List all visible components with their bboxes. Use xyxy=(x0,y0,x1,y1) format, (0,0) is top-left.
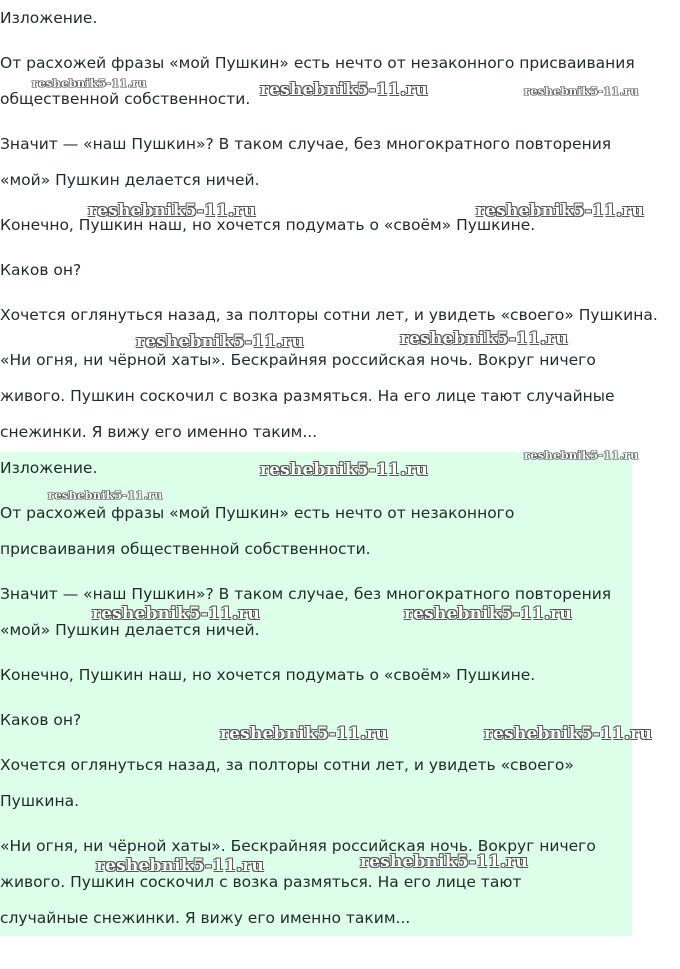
watermark: reshebnik5-11.ru xyxy=(92,604,260,624)
text-line: Конечно, Пушкин наш, но хочется подумать о «своём» Пушкине. xyxy=(0,216,536,234)
watermark: reshebnik5-11.ru xyxy=(260,460,428,480)
text-line: Хочется оглянуться назад, за полторы сотни лет, и увидеть «своего» xyxy=(0,756,574,774)
watermark: reshebnik5-11.ru xyxy=(404,604,572,624)
watermark: reshebnik5-11.ru xyxy=(476,201,644,221)
text-line: общественной собственности. xyxy=(0,90,251,108)
text-block-highlighted xyxy=(0,452,632,936)
watermark: reshebnik5-11.ru xyxy=(524,84,639,98)
text-line: Значит — «наш Пушкин»? В таком случае, без многократного повторения xyxy=(0,135,612,153)
watermark: reshebnik5-11.ru xyxy=(220,724,388,744)
text-line: Значит — «наш Пушкин»? В таком случае, без многократного повторения xyxy=(0,585,612,603)
text-block-original xyxy=(0,0,680,452)
text-line: Пушкина. xyxy=(0,792,80,810)
text-line: Хочется оглянуться назад, за полторы сотни лет, и увидеть «своего» Пушкина. xyxy=(0,306,658,324)
text-line: живого. Пушкин соскочил с возка размяться. На его лице тают xyxy=(0,873,522,891)
watermark: reshebnik5-11.ru xyxy=(360,852,528,872)
text-line: случайные снежинки. Я вижу его именно таким... xyxy=(0,909,411,927)
text-line: Каков он? xyxy=(0,711,82,729)
watermark: reshebnik5-11.ru xyxy=(524,448,639,462)
watermark: reshebnik5-11.ru xyxy=(484,724,652,744)
paragraph-title: Изложение. xyxy=(0,459,98,477)
watermark: reshebnik5-11.ru xyxy=(260,80,428,100)
text-line: От расхожей фразы «мой Пушкин» есть нечто от незаконного присваивания xyxy=(0,54,635,72)
watermark: reshebnik5-11.ru xyxy=(88,201,256,221)
text-line: От расхожей фразы «мой Пушкин» есть нечто от незаконного xyxy=(0,504,515,522)
text-line: «Ни огня, ни чёрной хаты». Бескрайняя российская ночь. Вокруг ничего xyxy=(0,837,596,855)
watermark: reshebnik5-11.ru xyxy=(96,856,264,876)
watermark: reshebnik5-11.ru xyxy=(400,329,568,349)
watermark: reshebnik5-11.ru xyxy=(136,332,304,352)
text-line: «Ни огня, ни чёрной хаты». Бескрайняя российская ночь. Вокруг ничего xyxy=(0,351,596,369)
text-line: Каков он? xyxy=(0,261,82,279)
text-line: Конечно, Пушкин наш, но хочется подумать о «своём» Пушкине. xyxy=(0,666,536,684)
text-line: живого. Пушкин соскочил с возка размяться. На его лице тают случайные xyxy=(0,387,615,405)
text-line: «мой» Пушкин делается ничей. xyxy=(0,621,260,639)
text-line: «мой» Пушкин делается ничей. xyxy=(0,171,260,189)
paragraph-title: Изложение. xyxy=(0,9,98,27)
text-line: снежинки. Я вижу его именно таким... xyxy=(0,423,318,441)
watermark: reshebnik5-11.ru xyxy=(48,488,163,502)
text-line: присваивания общественной собственности. xyxy=(0,540,371,558)
watermark: reshebnik5-11.ru xyxy=(32,76,147,90)
